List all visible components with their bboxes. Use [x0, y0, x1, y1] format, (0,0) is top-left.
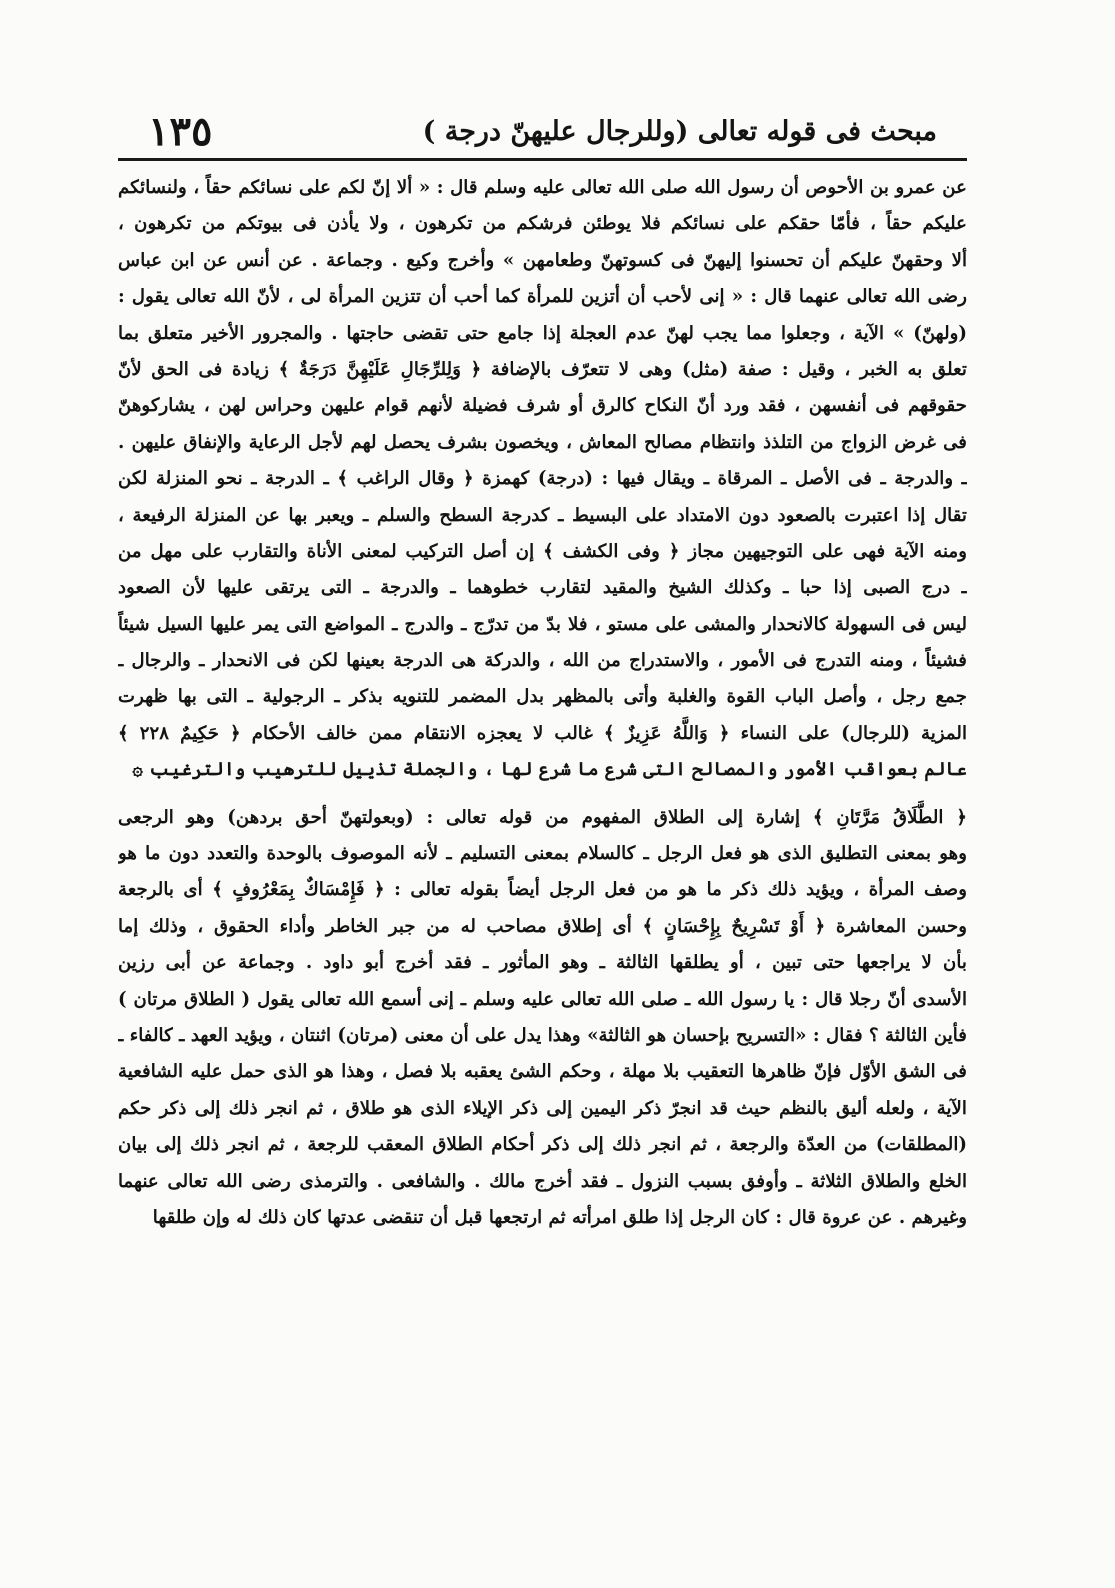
page-body — [118, 170, 967, 1236]
text-line: رضى الله تعالى عنهما قال : « إنى لأحب أن أتزين للمرأة كما أحب أن تتزين المرأة لى ، لأنّ الله تعالى يقول : — [118, 286, 967, 308]
running-title: مبحث فى قوله تعالى (وللرجال عليهنّ درجة ) — [422, 116, 937, 147]
text-line: (ولهنّ) » الآية ، وجعلوا مما يجب لهنّ عدم العجلة إذا جامع حتى تقضى حاجتها . والمجرور الأخير متعلق بما — [118, 322, 967, 344]
paragraph-commentary-talaq — [118, 800, 967, 1237]
text-line: فأين الثالثة ؟ فقال : «التسريح بإحسان هو الثالثة» وهذا يدل على أن معنى (مرتان) اثنتان ، ويؤيد العهد ـ كالفاء ـ — [118, 1024, 967, 1046]
text-line: ـ درج الصبى إذا حبا ـ وكذلك الشيخ والمقيد لتقارب خطوهما ـ والدرجة ـ التى يرتقى عليها لأن الصعود — [118, 577, 967, 599]
text-line: عن عمرو بن الأحوص أن رسول الله صلى الله تعالى عليه وسلم قال : « ألا إنّ لكم على نسائكم حقاً ، ولنسائكم — [118, 177, 967, 198]
text-line: فى غرض الزواج من التلذذ وانتظام مصالح المعاش ، ويخصون بشرف يحصل لهم لأجل الرعاية والإنفاق عليهن . — [118, 431, 967, 453]
text-line: (المطلقات) من العدّة والرجعة ، ثم انجر ذلك إلى ذكر أحكام الطلاق المعقب للرجعة ، ثم انجر ذلك إلى بيان — [118, 1134, 967, 1156]
text-line: وصف المرأة ، ويؤيد ذلك ذكر ما هو من فعل الرجل أيضاً بقوله تعالى : ﴿ فَإِمْسَاكٌ بِمَعْرُوفٍ ﴾ أى بالرجعة — [118, 879, 967, 901]
paragraph-gap — [118, 789, 967, 800]
text-line: ﴿ الطَّلَاقُ مَرَّتَانِ ﴾ إشارة إلى الطلاق المفهوم من قوله تعالى : (وبعولتهنّ أحق بردهن) وهو الرجعى — [118, 806, 967, 828]
text-line: وحسن المعاشرة ﴿ أَوْ تَسْرِيحٌ بِإِحْسَانٍ ﴾ أى إطلاق مصاحب له من جبر الخاطر وأداء الحقوق ، وذلك إما — [118, 915, 967, 937]
text-line: حقوقهم فى أنفسهن ، فقد ورد أنّ النكاح كالرق أو شرف فضيلة لأنهم قوام عليهن وحراس لهن ، يشاركوهنّ — [118, 395, 967, 417]
text-line: الآية ، ولعله أليق بالنظم حيث قد انجرّ ذكر اليمين إلى ذكر الإيلاء الذى هو طلاق ، ثم انجر ذلك إلى ذكر حكم — [118, 1097, 967, 1119]
text-line: عليكم حقاً ، فأمّا حقكم على نسائكم فلا يوطئن فرشكم من تكرهون ، ولا يأذن فى بيوتكم من تكرهون ، — [118, 213, 967, 235]
text-line: ألا وحقهنّ عليكم أن تحسنوا إليهنّ فى كسوتهنّ وطعامهن » وأخرج وكيع . وجماعة . عن أنس عن ابن عباس — [118, 249, 967, 271]
text-line: فى الشق الأوّل فإنّ ظاهرها التعقيب بلا مهلة ، وحكم الشئ يعقبه بلا فصل ، وهذا هو الذى حمل عليه الشافعية — [118, 1061, 967, 1083]
text-line: تقال إذا اعتبرت بالصعود دون الامتداد على البسيط ـ كدرجة السطح والسلم ـ ويعبر بها عن المنزلة الرفيعة ، — [118, 504, 967, 526]
text-line: وغيرهم . عن عروة قال : كان الرجل إذا طلق امرأته ثم ارتجعها قبل أن تنقضى عدتها كان ذلك له وإن طلقها — [152, 1206, 967, 1228]
text-line: وهو بمعنى التطليق الذى هو فعل الرجل ـ كالسلام بمعنى التسليم ـ لأنه الموصوف بالوحدة والتعدد دون ما هو — [118, 843, 967, 865]
page-number: ١٣٥ — [148, 108, 213, 155]
text-line: ـ والدرجة ـ فى الأصل ـ المرقاة ـ ويقال فيها : (درجة) كهمزة ﴿ وقال الراغب ﴾ ـ الدرجة ـ نحو المنزلة لكن — [118, 468, 967, 490]
text-line: ومنه الآية فهى على التوجيهين مجاز ﴿ وفى الكشف ﴾ إن أصل التركيب لمعنى الأناة والتقارب على مهل من — [118, 540, 967, 562]
text-line: المزية (للرجال) على النساء ﴿ وَاللَّهُ عَزِيزٌ ﴾ غالب لا يعجزه الانتقام ممن خالف الأحكام ﴿ حَكِيمٌ ٢٢٨ ﴾ — [118, 722, 967, 744]
text-line: الخلع والطلاق الثلاثة ـ وأوفق بسبب النزول ـ فقد أخرج مالك . والشافعى . والترمذى رضى الله تعالى عنهما — [118, 1170, 967, 1192]
page-header — [118, 0, 967, 155]
text-line: فشيئاً ، ومنه التدرج فى الأمور ، والاستدراج من الله ، والدركة هى الدرجة بعينها لكن فى الانحدار ـ والرجال ـ — [118, 650, 967, 672]
header-rule — [118, 158, 967, 161]
text-line: جمع رجل ، وأصل الباب القوة والغلبة وأتى بالمظهر بدل المضمر للتنويه بذكر ـ الرجولية ـ التى بها ظهرت — [118, 686, 967, 708]
text-line: تعلق به الخبر ، وقيل : صفة (مثل) وهى لا تتعرّف بالإضافة ﴿ وَلِلرِّجَالِ عَلَيْهِنَّ دَرَجَةٌ ﴾ زيادة فى الحق لأنّ — [118, 358, 967, 380]
text-line: الأسدى أنّ رجلا قال : يا رسول الله ـ صلى الله تعالى عليه وسلم ـ إنى أسمع الله تعالى يقول ( الطلاق مرتان ) — [118, 988, 967, 1010]
text-line: بأن لا يراجعها حتى تبين ، أو يطلقها الثالثة ـ وهو المأثور ـ فقد أخرج أبو داود . وجماعة عن أبى رزين — [118, 952, 967, 974]
paragraph-commentary-darajah — [118, 170, 967, 789]
text-line: عالم بعواقب الأمور والمصالح التى شرع ما شرع لها ، والجملة تذييل للترهيب والترغيب ۞ — [132, 759, 967, 781]
text-line: ليس فى السهولة كالانحدار والمشى على مستو ، فلا بدّ من تدرّج ـ والدرج ـ المواضع التى يمر عليها السيل شيئاً — [118, 613, 967, 635]
